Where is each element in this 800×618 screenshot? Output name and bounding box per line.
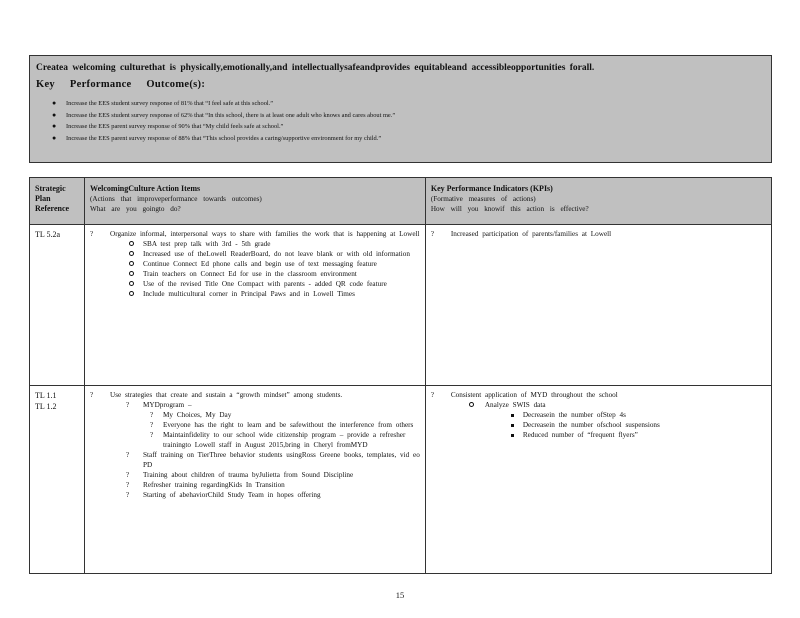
- outcome-list: [36, 98, 765, 144]
- list-item: Continue Connect Ed phone calls and begin use of text messaging feature: [143, 259, 420, 269]
- myd-sub-list: [143, 410, 420, 450]
- goal-box: [29, 55, 772, 163]
- list-item: ? Maintainfidelity to our school wide citizenship program – provide a refresher trainingto Lowell staff in August 2015,bring in Cheryl fromMYD: [150, 431, 406, 449]
- list-item: ? MYDprogram –: [126, 401, 192, 409]
- square-bullet-icon: [511, 414, 514, 417]
- bullet-icon: ?: [430, 230, 434, 238]
- page-number: 15: [395, 590, 405, 600]
- ref-cell: TL 5.2a: [30, 225, 85, 386]
- list-item: ? My Choices, My Day: [150, 411, 232, 419]
- bullet-icon: ?: [150, 411, 154, 419]
- square-bullet-icon: [511, 434, 514, 437]
- bullet-icon: ?: [126, 481, 130, 489]
- header-action-items: WelcomingCulture Action Items (Actions that improveperformance towards outcomes) What are you goingto do?: [85, 178, 426, 225]
- action-sub-list: [90, 400, 420, 500]
- circle-bullet-icon: [129, 251, 134, 256]
- list-item: ? Everyone has the right to learn and be safewithout the interference from others: [150, 421, 414, 429]
- kpo-heading: Key Performance Outcome(s):: [36, 79, 206, 90]
- actions-cell: [85, 386, 426, 574]
- list-item: Decreasein the number ofStep 4s: [523, 410, 766, 420]
- kpi-sub: Analyze SWIS data: [431, 400, 766, 410]
- list-item: ? Starting of abehaviorChild Study Team in hopes offering: [126, 491, 321, 499]
- action-main: ? Organize informal, interpersonal ways to share with families the work that is happening at Lowell: [90, 230, 420, 238]
- square-bullet-icon: [511, 424, 514, 427]
- list-item: ? Refresher training regardingKids In Transition: [126, 481, 285, 489]
- table-row: [30, 225, 772, 386]
- list-item: Increased use of theLowell ReaderBoard, do not leave blank or with old information: [143, 249, 420, 259]
- circle-bullet-icon: [129, 291, 134, 296]
- bullet-icon: ●: [52, 110, 57, 119]
- outcome-item: ● Increase the EES student survey response of 81% that “I feel safe at this school.”: [66, 98, 765, 110]
- bullet-icon: ?: [430, 391, 434, 399]
- outcome-item: ● Increase the EES student survey response of 62% that “In this school, there is at least one adult who knows and cares about me.”: [66, 110, 765, 122]
- circle-bullet-icon: [129, 271, 134, 276]
- bullet-icon: ●: [52, 99, 57, 107]
- list-item: ? Training about children of trauma byJulietta from Sound Discipline: [126, 471, 354, 479]
- bullet-icon: ?: [150, 431, 154, 439]
- list-item: Include multicultural corner in Principal Paws and in Lowell Times: [143, 289, 420, 299]
- bullet-icon: ?: [126, 491, 130, 499]
- circle-bullet-icon: [129, 281, 134, 286]
- bullet-icon: ●: [52, 122, 57, 130]
- header-strategic-plan-reference: Strategic Plan Reference: [30, 178, 85, 225]
- kpi-cell: [425, 225, 771, 386]
- bullet-icon: ●: [52, 133, 57, 142]
- action-sub-list: [90, 239, 420, 299]
- ref-cell: TL 1.1 TL 1.2: [30, 386, 85, 574]
- bullet-icon: ?: [126, 401, 130, 409]
- kpi-sub-list: [431, 410, 766, 440]
- goal-title: Createa welcoming culturethat is physically,emotionally,and intellectuallysafeandprovides equitableand accessibleopportunities forall.: [36, 63, 595, 73]
- bullet-icon: ?: [90, 391, 94, 399]
- kpi-main: ? Increased participation of parents/families at Lowell: [430, 230, 612, 238]
- outcome-item: ● Increase the EES parent survey response of 88% that “This school provides a caring/supportive environment for my child.”: [66, 133, 765, 145]
- kpi-main: ? Consistent application of MYD throughout the school: [430, 391, 618, 399]
- list-item: Train teachers on Connect Ed for use in the classroom environment: [143, 269, 420, 279]
- action-plan-table: [29, 177, 772, 574]
- circle-bullet-icon: [129, 241, 134, 246]
- bullet-icon: ?: [150, 421, 154, 429]
- outcome-item: ● Increase the EES parent survey response of 90% that “My child feels safe at school.”: [66, 121, 765, 133]
- circle-bullet-icon: [469, 402, 474, 407]
- action-main: ? Use strategies that create and sustain a “growth mindset” among students.: [90, 391, 343, 399]
- bullet-icon: ?: [126, 471, 130, 479]
- circle-bullet-icon: [129, 261, 134, 266]
- list-item: SBA test prep talk with 3rd - 5th grade: [143, 239, 420, 249]
- list-item: Use of the revised Title One Compact with parents - added QR code feature: [143, 279, 420, 289]
- header-kpis: Key Performance Indicators (KPIs) (Formative measures of actions) How will you knowif this action is effective?: [425, 178, 771, 225]
- list-item: Decreasein the number ofschool suspensions: [523, 420, 766, 430]
- kpi-cell: [425, 386, 771, 574]
- table-row: [30, 386, 772, 574]
- actions-cell: [85, 225, 426, 386]
- list-item: ? Staff training on TierThree behavior students usingRoss Greene books, templates, vid eo PD: [126, 451, 420, 469]
- bullet-icon: ?: [90, 230, 94, 238]
- list-item: Reduced number of “frequent flyers”: [523, 430, 766, 440]
- table-header-row: [30, 178, 772, 225]
- bullet-icon: ?: [126, 451, 130, 459]
